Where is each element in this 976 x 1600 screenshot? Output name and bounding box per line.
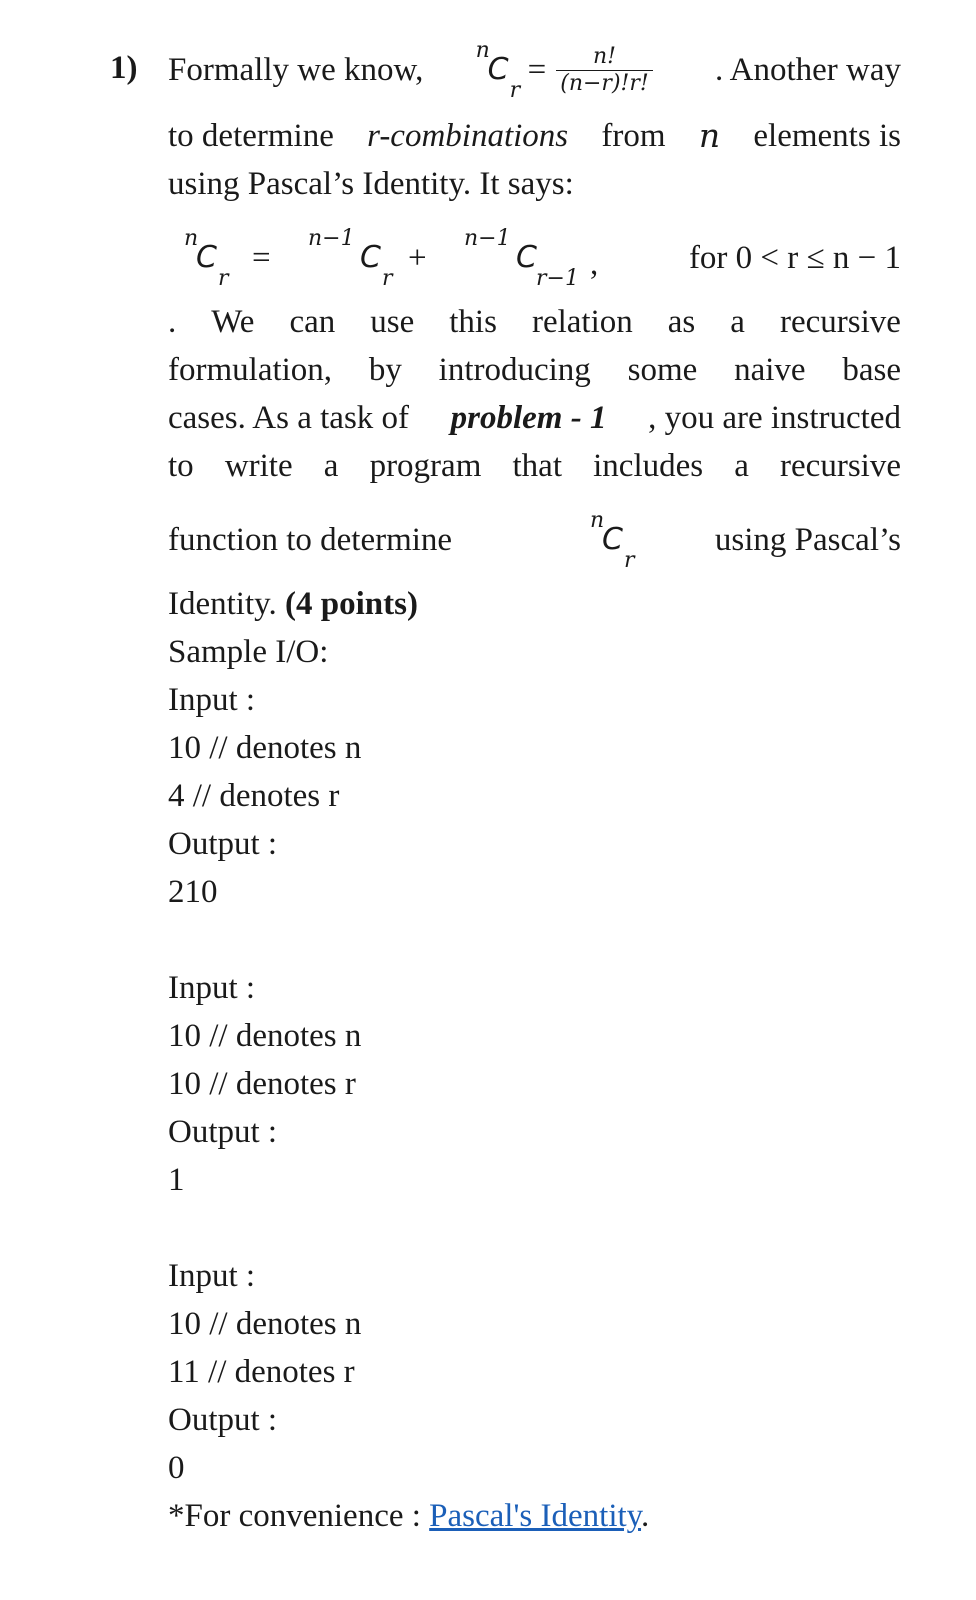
combination-formula [475, 38, 653, 103]
ncr-symbol: n C r [590, 508, 635, 573]
word: as [667, 304, 696, 340]
problem-number: 1) [110, 50, 138, 86]
word: . [168, 304, 177, 340]
footer-note: *For convenience : Pascal's Identity. [168, 1498, 650, 1534]
word: program [369, 448, 482, 484]
text-line [168, 442, 901, 490]
text-line: using Pascal’s Identity. It says: [168, 166, 574, 202]
output-value: 0 [168, 1450, 185, 1486]
intro-line [168, 38, 901, 103]
lhs-ncr: n C r [184, 226, 229, 291]
input-value: 10 // denotes n [168, 730, 362, 766]
text-line [168, 346, 901, 394]
input-value: 4 // denotes r [168, 778, 340, 814]
input-label: Input : [168, 1258, 256, 1294]
comma: , [590, 246, 599, 282]
text-line: to determine r-combinations from n elements is [168, 112, 901, 160]
sample-heading: Sample I/O: [168, 634, 329, 670]
word: a [730, 304, 745, 340]
input-value: 10 // denotes r [168, 1066, 356, 1102]
second-term: n−1 C r−1 [464, 226, 579, 291]
word: formulation, [168, 352, 333, 388]
output-label: Output : [168, 826, 278, 862]
word: by [368, 352, 402, 388]
word: base [842, 352, 901, 388]
intro-lead: Formally we know, [168, 52, 424, 88]
word: naive [734, 352, 806, 388]
output-value: 1 [168, 1162, 185, 1198]
first-term: n−1 C r [308, 226, 393, 291]
equals-sign: = [527, 52, 547, 88]
word: We [211, 304, 255, 340]
word: to [168, 448, 194, 484]
italic-term: r-combinations [367, 118, 569, 154]
word: a [734, 448, 749, 484]
text-line: function to determine n C r using Pascal’s [168, 508, 901, 573]
word: relation [531, 304, 633, 340]
word: use [370, 304, 415, 340]
word: this [449, 304, 497, 340]
plus-sign: + [408, 240, 427, 276]
input-label: Input : [168, 970, 256, 1006]
input-value: 10 // denotes n [168, 1306, 362, 1342]
word: recursive [780, 448, 901, 484]
word: can [289, 304, 336, 340]
word: some [627, 352, 698, 388]
fraction-denominator: (n−r)!r! [560, 70, 649, 96]
factorial-fraction [556, 44, 652, 97]
points-label: (4 points) [285, 586, 418, 622]
output-label: Output : [168, 1114, 278, 1150]
input-value: 10 // denotes n [168, 1018, 362, 1054]
text-line [168, 298, 901, 346]
problem-label: problem - 1 [450, 400, 607, 436]
ncr-symbol: n C r [475, 38, 521, 103]
pascal-identity-link[interactable]: Pascal's Identity [429, 1498, 642, 1534]
fraction-numerator: n! [556, 44, 652, 71]
text-line: cases. As a task of problem - 1 , you are instructed [168, 394, 901, 442]
word: a [323, 448, 339, 484]
intro-tail: . Another way [714, 52, 901, 88]
word: write [224, 448, 293, 484]
pascal-identity-formula [168, 226, 901, 291]
text-line: Identity. (4 points) [168, 586, 418, 622]
word: introducing [438, 352, 591, 388]
word: that [512, 448, 562, 484]
equals-sign: = [252, 240, 271, 276]
word: includes [593, 448, 704, 484]
input-label: Input : [168, 682, 256, 718]
output-value: 210 [168, 874, 218, 910]
word: recursive [779, 304, 901, 340]
input-value: 11 // denotes r [168, 1354, 355, 1390]
range-condition: for 0 < r ≤ n − 1 [688, 240, 901, 276]
output-label: Output : [168, 1402, 278, 1438]
